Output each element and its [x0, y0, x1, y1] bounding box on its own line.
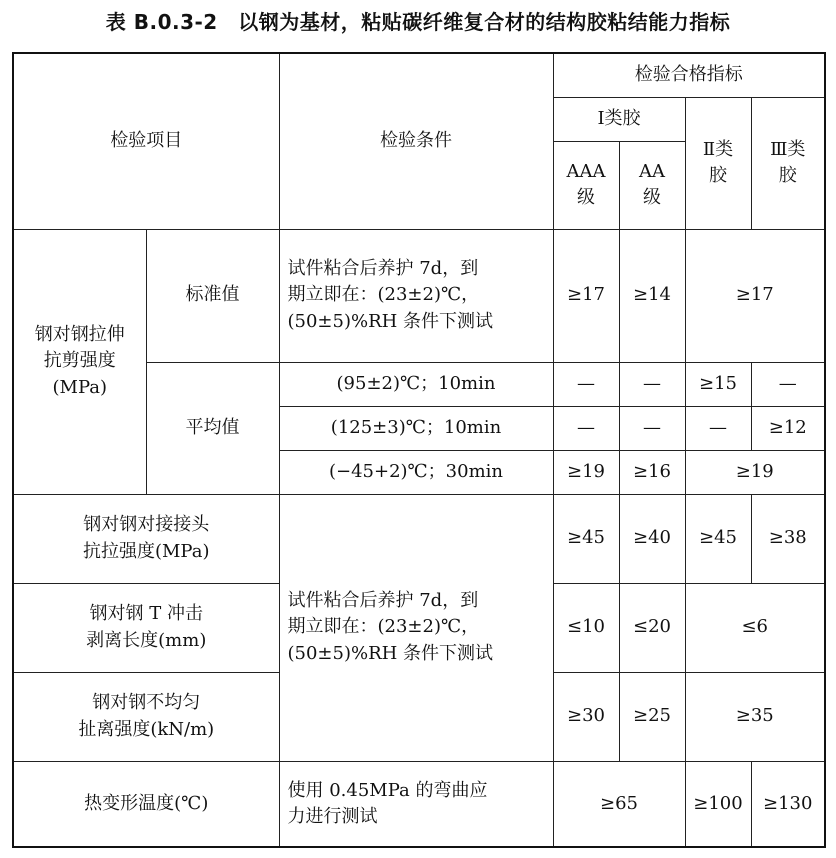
cell-aa: —: [619, 362, 685, 406]
shared-condition: 试件粘合后养护 7d，到 期立即在：(23±2)℃， (50±5)%RH 条件下测试: [279, 494, 553, 761]
cell-aa: ≤20: [619, 583, 685, 672]
cell-aaa: ≥30: [553, 672, 619, 761]
cell-aaa: ≤10: [553, 583, 619, 672]
adhesive-spec-table: [12, 52, 826, 848]
cell-aaa: ≥19: [553, 450, 619, 494]
table-title: 表 B.0.3-2 以钢为基材，粘贴碳纤维复合材的结构胶粘结能力指标: [105, 10, 731, 34]
cell-class3: ≥38: [751, 494, 825, 583]
cell-class2: ≥100: [685, 761, 751, 847]
cell-aaa: —: [553, 362, 619, 406]
header-condition: 检验条件: [279, 53, 553, 229]
table-row: [13, 494, 825, 583]
heat-deflection-label: 热变形温度(℃): [13, 761, 279, 847]
cell-class1: ≥65: [553, 761, 685, 847]
cell-aaa: ≥45: [553, 494, 619, 583]
header-class3: Ⅲ类 胶: [751, 97, 825, 229]
header-criteria: 检验合格指标: [553, 53, 825, 97]
cell-class2-3: ≥17: [685, 229, 825, 362]
heat-condition: 使用 0.45MPa 的弯曲应 力进行测试: [279, 761, 553, 847]
header-aa: AA 级: [619, 141, 685, 229]
cell-class2-3: ≥19: [685, 450, 825, 494]
cell-aa: ≥14: [619, 229, 685, 362]
cell-class2: ≥15: [685, 362, 751, 406]
cell-class2-3: ≥35: [685, 672, 825, 761]
cell-class3: —: [751, 362, 825, 406]
cell-class2: ≥45: [685, 494, 751, 583]
cell-class2: —: [685, 406, 751, 450]
cell-aa: —: [619, 406, 685, 450]
avg-condition-2: (125±3)℃；10min: [279, 406, 553, 450]
header-item: 检验项目: [13, 53, 279, 229]
cell-class3: ≥12: [751, 406, 825, 450]
cell-aa: ≥25: [619, 672, 685, 761]
table-row: [13, 229, 825, 362]
butt-joint-label: 钢对钢对接接头 抗拉强度(MPa): [13, 494, 279, 583]
cell-aa: ≥40: [619, 494, 685, 583]
header-class2: Ⅱ类 胶: [685, 97, 751, 229]
header-class1: Ⅰ类胶: [553, 97, 685, 141]
average-value-label: 平均值: [146, 362, 279, 494]
standard-condition: 试件粘合后养护 7d，到 期立即在：(23±2)℃， (50±5)%RH 条件下测试: [279, 229, 553, 362]
table-row: [13, 761, 825, 847]
header-aaa: AAA 级: [553, 141, 619, 229]
shear-strength-label: 钢对钢拉伸 抗剪强度 (MPa): [13, 229, 146, 494]
cell-aaa: —: [553, 406, 619, 450]
standard-value-label: 标准值: [146, 229, 279, 362]
cell-class3: ≥130: [751, 761, 825, 847]
avg-condition-3: (−45+2)℃；30min: [279, 450, 553, 494]
cell-class2-3: ≤6: [685, 583, 825, 672]
cell-aa: ≥16: [619, 450, 685, 494]
uneven-peel-label: 钢对钢不均匀 扯离强度(kN/m): [13, 672, 279, 761]
t-impact-label: 钢对钢 T 冲击 剥离长度(mm): [13, 583, 279, 672]
cell-aaa: ≥17: [553, 229, 619, 362]
avg-condition-1: (95±2)℃；10min: [279, 362, 553, 406]
